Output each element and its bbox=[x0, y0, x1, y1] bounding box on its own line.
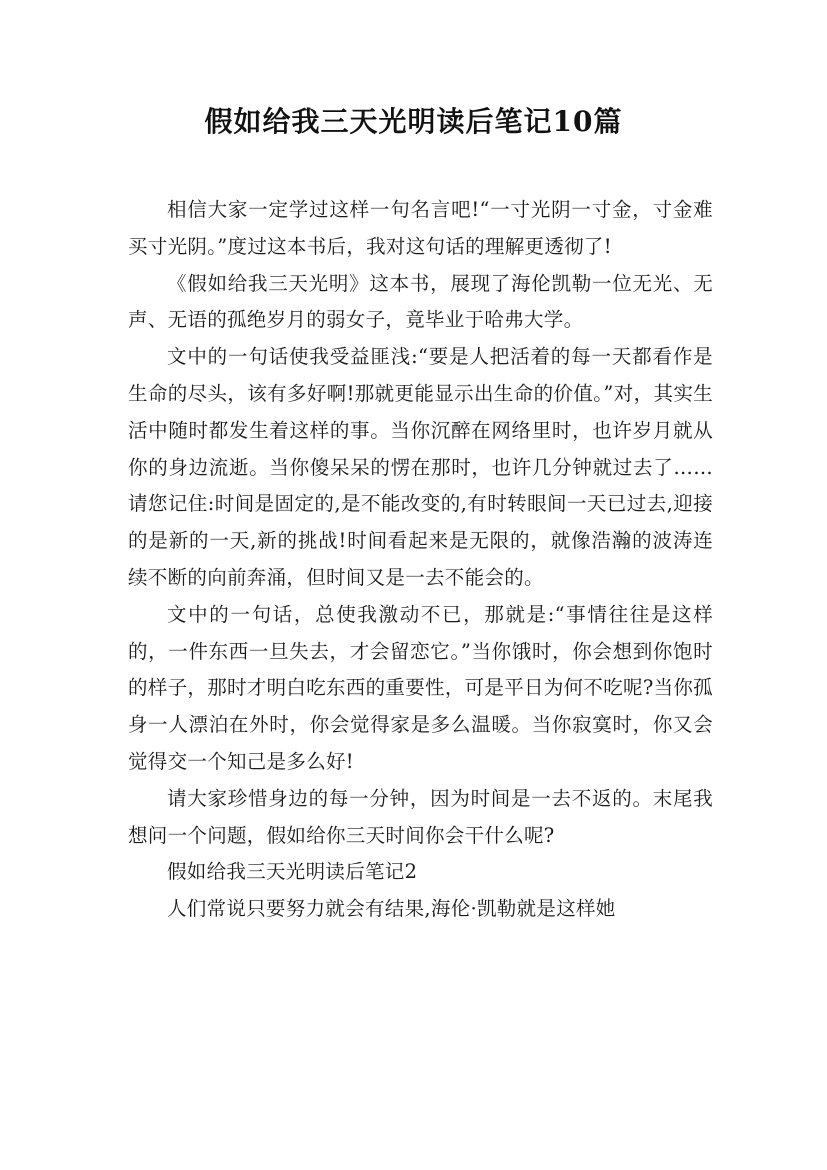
paragraph-4: 文中的一句话，总使我激动不已，那就是:“事情往往是这样的，一件东西一旦失去，才会留恋它。”当你饿时，你会想到你饱时的样子，那时才明白吃东西的重要性，可是平日为何不吃呢?当你孤身一人漂泊在外时，你会觉得家是多么温暖。当你寂寞时，你又会觉得交一个知己是多么好! bbox=[128, 602, 713, 773]
paragraph-1: 相信大家一定学过这样一句名言吧!“一寸光阴一寸金，寸金难买寸光阴。”度过这本书后，我对这句话的理解更透彻了! bbox=[128, 198, 713, 258]
document-title: 假如给我三天光明读后笔记10篇 bbox=[204, 105, 623, 138]
paragraph-6: 人们常说只要努力就会有结果,海伦·凯勒就是这样她 bbox=[167, 897, 616, 921]
paragraph-5: 请大家珍惜身边的每一分钟，因为时间是一去不返的。末尾我想问一个问题，假如给你三天时间你会干什么呢? bbox=[128, 786, 713, 847]
document-body bbox=[128, 192, 713, 928]
section-subheading: 假如给我三天光明读后笔记2 bbox=[167, 860, 418, 884]
paragraph-2: 《假如给我三天光明》这本书，展现了海伦凯勒一位无光、无声、无语的孤绝岁月的弱女子，竟毕业于哈弗大学。 bbox=[128, 271, 713, 332]
paragraph-3: 文中的一句话使我受益匪浅:“要是人把活着的每一天都看作是生命的尽头，该有多好啊!那就更能显示出生命的价值。”对，其实生活中随时都发生着这样的事。当你沉醉在网络里时，也许岁月就从你的身边流逝。当你傻呆呆的愣在那时，也许几分钟就过去了……请您记住:时间是固定的,是不能改变的,有时转眼间一天已过去,迎接的是新的一天,新的挑战!时间看起来是无限的，就像浩瀚的波涛连续不断的向前奔涌，但时间又是一去不能会的。 bbox=[128, 345, 713, 589]
